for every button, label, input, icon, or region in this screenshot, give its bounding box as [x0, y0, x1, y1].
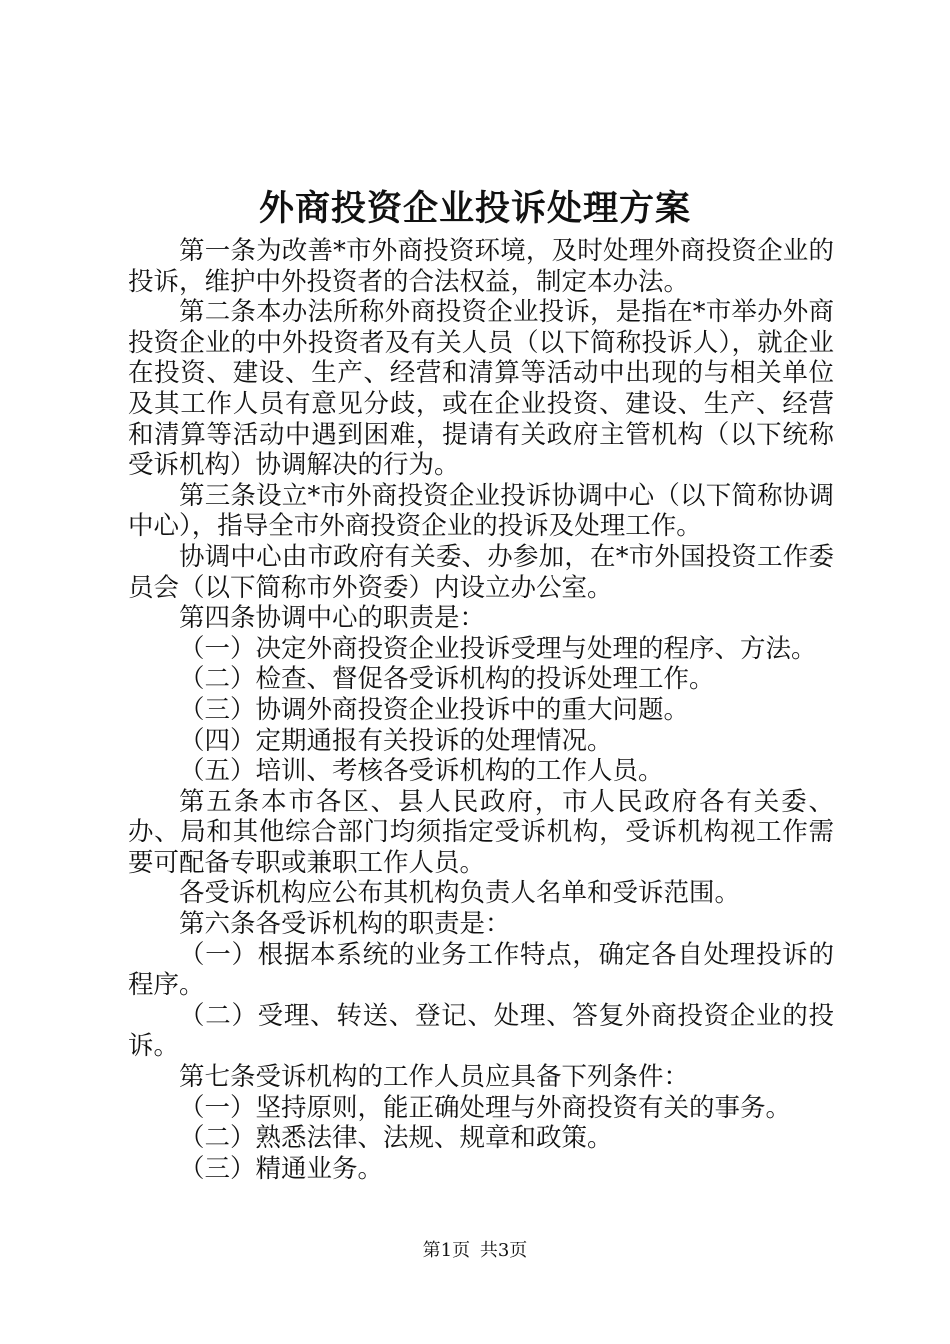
article-4-item-1: （一）决定外商投资企业投诉受理与处理的程序、方法。	[179, 633, 817, 664]
complaint-scope-paragraph: 各受诉机构应公布其机构负责人名单和受诉范围。	[179, 878, 741, 909]
document-body	[128, 236, 834, 1184]
page-total: 共3页	[479, 1240, 528, 1261]
coordination-center-paragraph: 协调中心由市政府有关委、办参加，在*市外国投资工作委员会（以下简称市外资委）内设立办公室。	[128, 541, 834, 603]
article-5-paragraph: 第五条本市各区、县人民政府，市人民政府各有关委、办、局和其他综合部门均须指定受诉机构，受诉机构视工作需要可配备专职或兼职工作人员。	[128, 786, 834, 878]
article-6-item-2: （二）受理、转送、登记、处理、答复外商投资企业的投诉。	[128, 1000, 834, 1062]
article-7-paragraph: 第七条受诉机构的工作人员应具备下列条件：	[179, 1062, 690, 1093]
article-6-item-1: （一）根据本系统的业务工作特点，确定各自处理投诉的程序。	[128, 939, 834, 1001]
article-7-item-3: （三）精通业务。	[179, 1153, 384, 1184]
article-7-item-1: （一）坚持原则，能正确处理与外商投资有关的事务。	[179, 1092, 792, 1123]
article-7-item-2: （二）熟悉法律、法规、规章和政策。	[179, 1123, 613, 1154]
article-4-item-4: （四）定期通报有关投诉的处理情况。	[179, 725, 613, 756]
article-4-item-2: （二）检查、督促各受诉机构的投诉处理工作。	[179, 664, 715, 695]
article-4-item-3: （三）协调外商投资企业投诉中的重大问题。	[179, 694, 690, 725]
article-1-paragraph: 第一条为改善*市外商投资环境，及时处理外商投资企业的投诉，维护中外投资者的合法权益，制定本办法。	[128, 236, 834, 297]
document-title: 外商投资企业投诉处理方案	[258, 189, 691, 229]
page-number: 第1页	[422, 1240, 471, 1261]
article-6-paragraph: 第六条各受诉机构的职责是：	[179, 909, 511, 940]
article-2-paragraph: 第二条本办法所称外商投资企业投诉，是指在*市举办外商投资企业的中外投资者及有关人员（以下简称投诉人），就企业在投资、建设、生产、经营和清算等活动中出现的与相关单位及其工作人员有意见分歧，或在企业投资、建设、生产、经营和清算等活动中遇到困难，提请有关政府主管机构（以下统称受诉机构）协调解决的行为。	[128, 297, 834, 481]
article-3-paragraph: 第三条设立*市外商投资企业投诉协调中心（以下简称协调中心），指导全市外商投资企业的投诉及处理工作。	[128, 480, 834, 542]
page-footer	[0, 1239, 950, 1263]
article-4-paragraph: 第四条协调中心的职责是：	[179, 603, 486, 634]
article-4-item-5: （五）培训、考核各受诉机构的工作人员。	[179, 756, 664, 787]
